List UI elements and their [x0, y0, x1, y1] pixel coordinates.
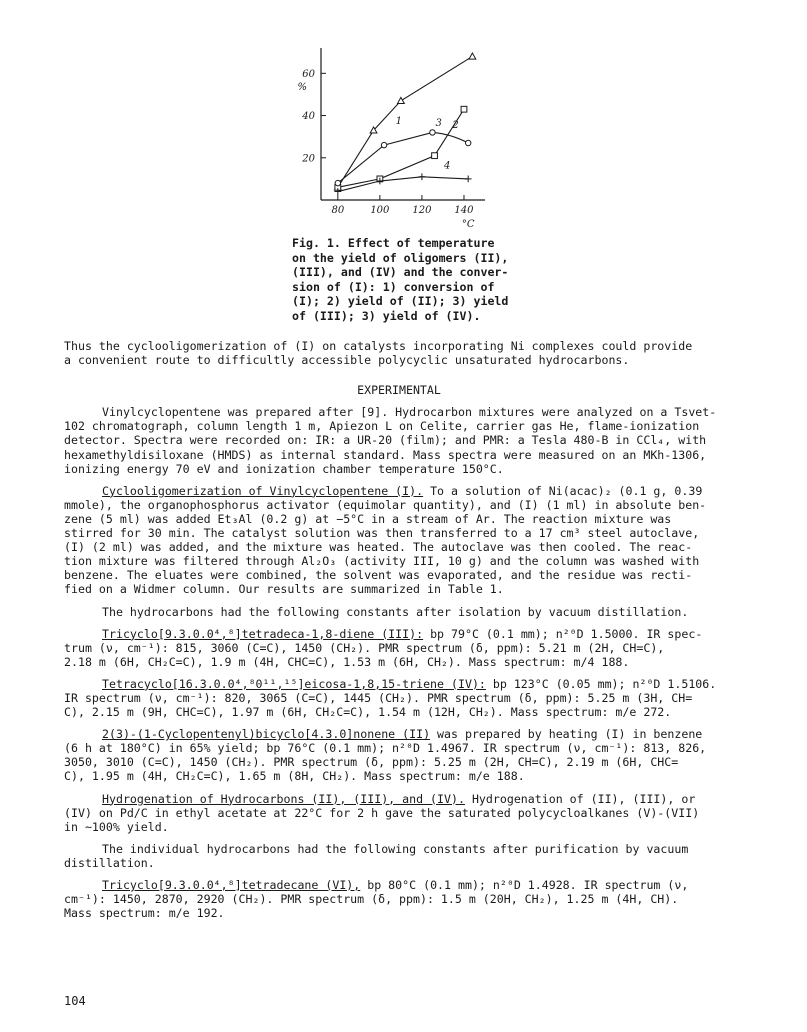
circle-marker [381, 142, 386, 147]
plus-marker [465, 175, 472, 182]
text-line: Thus the cyclooligomerization of (I) on catalysts incorporating Ni complexes could provide [64, 339, 693, 353]
caption-line: sion of (I): 1) conversion of [292, 279, 495, 294]
text-line: (6 h at 180°C) in 65% yield; bp 76°C (0.1 mm); n²⁰D 1.4967. IR spectrum (ν, cm⁻¹): 813, 826, [64, 741, 707, 756]
text-run: was prepared by heating (I) in benzene [430, 727, 703, 742]
text-line: trum (ν, cm⁻¹): 815, 3060 (C=C), 1450 (CH₂). PMR spectrum (δ, ppm): 5.21 m (2H, CH=C), [64, 640, 665, 655]
curve-label-3: 3 [435, 118, 442, 130]
paragraph-cyclooligomerization [64, 484, 734, 597]
text-line: (IV) on Pd/C in ethyl acetate at 22°C for 2 h gave the saturated polycycloalkanes (V)-(VII) [64, 805, 700, 820]
text-line: distillation. [64, 855, 155, 870]
text-line [64, 677, 734, 691]
text-line: in ~100% yield. [64, 819, 169, 834]
circle-marker [465, 140, 470, 145]
text-run: bp 79°C (0.1 mm); n²⁰D 1.5000. IR spec- [423, 626, 703, 641]
caption-line: on the yield of oligomers (II), [292, 250, 509, 265]
text-run: bp 80°C (0.1 mm); n²⁰D 1.4928. IR spectrum (ν, [360, 878, 689, 892]
paragraph-title: Hydrogenation of Hydrocarbons (II), (III), and (IV). [102, 791, 465, 806]
series-line-4 [338, 177, 468, 192]
paragraph-title: Tetracyclo[16.3.0.0⁴,⁸0¹¹,¹⁵]eicosa-1,8,15-triene (IV): [102, 676, 486, 691]
figure-caption [292, 236, 537, 324]
circle-marker [335, 180, 340, 185]
text-line: mmole), the organophosphorus activator (equimolar quantity), and (I) (1 ml) in absolute ben- [64, 497, 707, 512]
x-tick-label: 120 [412, 205, 432, 216]
section-heading: EXPERIMENTAL [357, 383, 441, 398]
x-tick-label: 80 [331, 205, 345, 216]
text-line: detector. Spectra were recorded on: IR: a UR-20 (film); and PMR: a Tesla 480-B in CCl₄, with [64, 433, 707, 448]
paragraph-compound-ii [64, 727, 734, 783]
text-line: cm⁻¹): 1450, 2870, 2920 (CH₂). PMR spectrum (δ, ppm): 1.5 m (20H, CH₂), 1.25 m (4H, CH). [64, 892, 679, 907]
text-run: bp 123°C (0.05 mm); n²⁰D 1.5106. [485, 676, 717, 691]
caption-line: of (III); 3) yield of (IV). [292, 308, 481, 323]
text-line: stirred for 30 min. The catalyst solution was then transferred to a 17 cm³ steel autoclave, [64, 526, 700, 541]
caption-line: (III), and (IV) and the conver- [292, 265, 509, 280]
text-line: 2.18 m (6H, CH₂C=C), 1.9 m (4H, CHC=C), 1.53 m (6H, CH₂). Mass spectrum: m/4 188. [64, 654, 630, 669]
paragraph-compound-iii [64, 627, 734, 669]
plus-marker [419, 173, 426, 180]
text-line [64, 484, 734, 498]
x-tick-label: 100 [370, 205, 390, 216]
text-line: IR spectrum (ν, cm⁻¹): 820, 3065 (C=C), 1445 (CH₂). PMR spectrum (δ, ppm): 5.25 m (3H, CH= [64, 690, 693, 705]
text-line [64, 727, 734, 741]
paragraph-title: Tricyclo[9.3.0.0⁴,⁸]tetradeca-1,8-diene (III): [102, 626, 424, 641]
paragraph-constants [64, 605, 734, 619]
paragraph-compound-iv [64, 677, 734, 719]
circle-marker [430, 130, 435, 135]
text-line: tion mixture was filtered through Al₂O₃ (activity III, 10 g) and the column was washed with [64, 554, 700, 569]
curve-label-1: 1 [395, 116, 402, 127]
text-line: a convenient route to difficultly accessible polycyclic unsaturated hydrocarbons. [64, 353, 630, 368]
text-line: Mass spectrum: m/e 192. [64, 906, 225, 921]
text-line: 3050, 3010 (C=C), 1450 (CH₂). PMR spectrum (δ, ppm): 5.25 m (2H, CH=C), 2.19 m (6H, CHC= [64, 755, 679, 770]
triangle-marker [397, 97, 404, 103]
text-line: 102 chromatograph, column length 1 m, Apiezon L on Celite, carrier gas He, flame-ionization [64, 419, 700, 434]
text-line: C), 2.15 m (9H, CHC=C), 1.97 m (6H, CH₂C=C), 1.54 m (12H, CH₂). Mass spectrum: m/e 272. [64, 705, 672, 720]
text-line: zene (5 ml) was added Et₃Al (0.2 g) at −5°C in a stream of Ar. The reaction mixture was [64, 511, 672, 526]
paragraph-title: Cyclooligomerization of Vinylcyclopentene (I). [102, 483, 424, 498]
paragraph-hydrogenation [64, 792, 734, 834]
series-line-3 [338, 132, 468, 183]
text-line: hexamethyldisiloxane (HMDS) as internal standard. Mass spectra were measured on an MKh-1306, [64, 447, 707, 462]
y-tick-label: 40 [302, 111, 315, 123]
body-text [64, 339, 734, 920]
paragraph-compound-vi [64, 878, 734, 920]
square-marker [461, 106, 467, 112]
text-run: Hydrogenation of (II), (III), or [464, 791, 696, 806]
text-line: fied on a Widmer column. Our results are summarized in Table 1. [64, 582, 504, 597]
paragraph-title: 2(3)-(1-Cyclopentenyl)bicyclo[4.3.0]nonene (II) [102, 727, 431, 742]
text-line [64, 627, 734, 641]
text-line [64, 878, 734, 892]
curve-label-4: 4 [443, 160, 451, 172]
text-line: C), 1.95 m (4H, CH₂C=C), 1.65 m (8H, CH₂). Mass spectrum: m/e 188. [64, 769, 525, 784]
x-tick-label: 140 [454, 205, 474, 216]
paragraph-general [64, 405, 734, 475]
page-number: 104 [64, 994, 86, 1008]
x-axis-label: °C [461, 219, 475, 230]
paragraph-individual [64, 842, 734, 870]
caption-line: (I); 2) yield of (II); 3) yield [292, 294, 509, 309]
text-line: The hydrocarbons had the following constants after isolation by vacuum distillation. [102, 604, 689, 619]
y-tick-label: 20 [302, 153, 315, 165]
text-line: benzene. The eluates were combined, the solvent was evaporated, and the residue was recti- [64, 568, 693, 583]
y-axis-label: % [297, 82, 307, 94]
intro-paragraph [64, 339, 734, 367]
triangle-marker [469, 53, 476, 59]
text-line [64, 792, 734, 806]
yield-chart [255, 40, 545, 230]
text-line: Vinylcyclopentene was prepared after [9]. Hydrocarbon mixtures were analyzed on a Tsvet- [102, 405, 717, 420]
text-line: (I) (2 ml) was added, and the mixture was heated. The autoclave was then cooled. The reac- [64, 540, 693, 555]
text-line: The individual hydrocarbons had the following constants after purification by vacuum [102, 841, 689, 856]
y-tick-label: 60 [302, 68, 315, 80]
square-marker [432, 153, 438, 159]
text-line: ionizing energy 70 eV and ionization chamber temperature 150°C. [64, 461, 504, 476]
text-run: To a solution of Ni(acac)₂ (0.1 g, 0.39 [423, 483, 703, 498]
curve-label-2: 2 [452, 120, 459, 132]
chart-labels [297, 69, 474, 230]
caption-line: Fig. 1. Effect of temperature [292, 236, 495, 250]
paragraph-title: Tricyclo[9.3.0.0⁴,⁸]tetradecane (VI), [102, 878, 361, 892]
